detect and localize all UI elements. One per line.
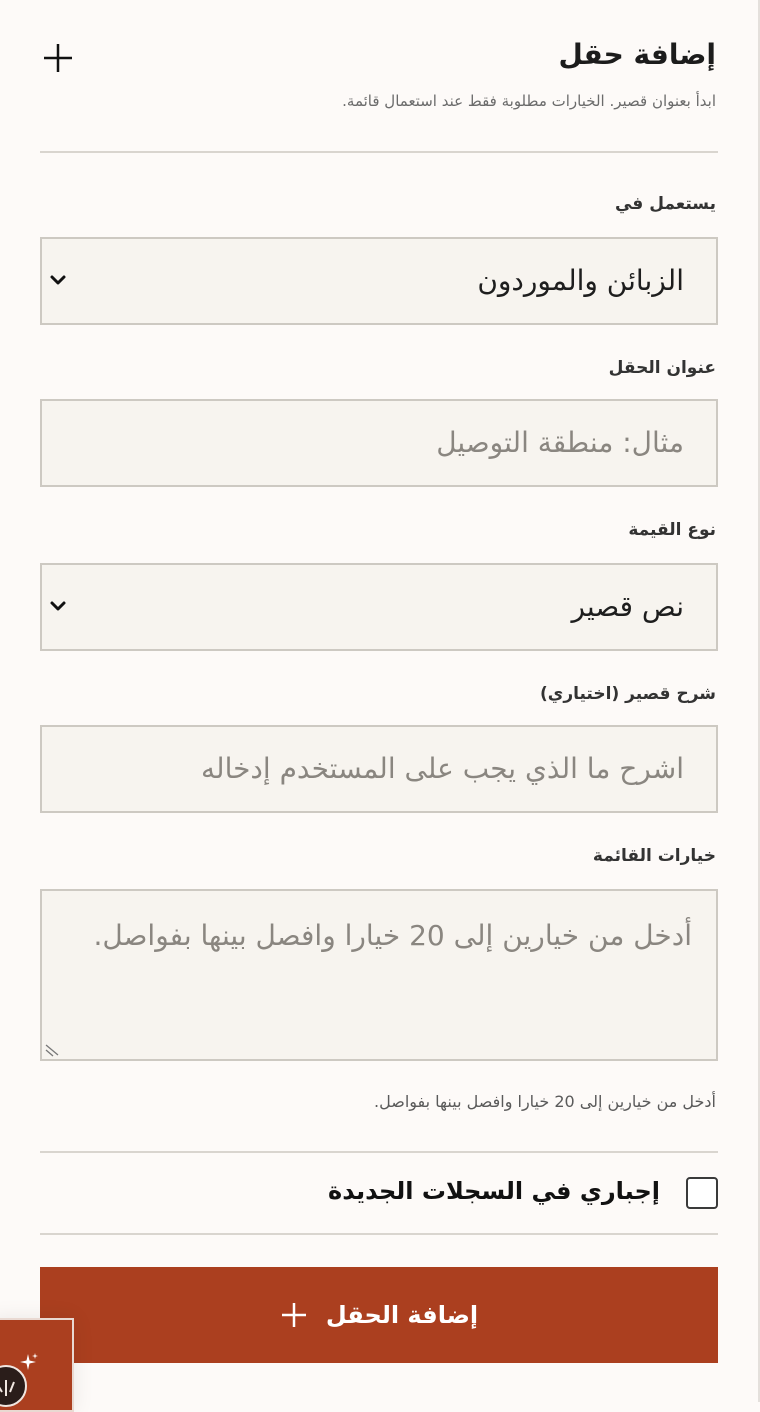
- used-in-select[interactable]: [40, 237, 718, 325]
- divider: [40, 1233, 718, 1235]
- assistant-fab[interactable]: [0, 1318, 74, 1412]
- options-help-text: أدخل من خيارين إلى 20 خيارا وافصل بينها بفواصل.: [374, 1092, 716, 1111]
- plus-icon[interactable]: [40, 40, 76, 76]
- value-type-select[interactable]: [40, 563, 718, 651]
- plus-icon: [280, 1301, 308, 1329]
- value-type-label: نوع القيمة: [628, 520, 716, 540]
- field-title-placeholder: مثال: منطقة التوصيل: [436, 426, 684, 459]
- required-checkbox[interactable]: [686, 1177, 718, 1209]
- used-in-value: الزبائن والموردون: [477, 264, 684, 297]
- page-title: إضافة حقل: [558, 38, 716, 71]
- description-input[interactable]: [40, 725, 718, 813]
- page-subtitle: ابدأ بعنوان قصير. الخيارات مطلوبة فقط عند استعمال قائمة.: [342, 92, 716, 110]
- divider: [40, 1151, 718, 1153]
- field-title-label: عنوان الحقل: [608, 358, 716, 378]
- divider: [40, 151, 718, 153]
- chevron-down-icon: [46, 595, 70, 619]
- description-placeholder: اشرح ما الذي يجب على المستخدم إدخاله: [201, 752, 684, 785]
- options-textarea[interactable]: [40, 889, 718, 1061]
- value-type-value: نص قصير: [571, 590, 684, 623]
- avatar-icon: [0, 1352, 32, 1412]
- add-field-button[interactable]: [40, 1267, 718, 1363]
- chevron-down-icon: [46, 269, 70, 293]
- options-placeholder: أدخل من خيارين إلى 20 خيارا وافصل بينها بفواصل.: [93, 919, 692, 952]
- field-title-input[interactable]: [40, 399, 718, 487]
- resize-handle-icon[interactable]: [44, 1041, 60, 1057]
- required-label: إجباري في السجلات الجديدة: [328, 1177, 660, 1205]
- options-label: خيارات القائمة: [592, 846, 716, 866]
- add-field-button-label: إضافة الحقل: [325, 1301, 479, 1329]
- used-in-label: يستعمل في: [614, 194, 716, 214]
- description-label: شرح قصير (اختياري): [539, 684, 716, 704]
